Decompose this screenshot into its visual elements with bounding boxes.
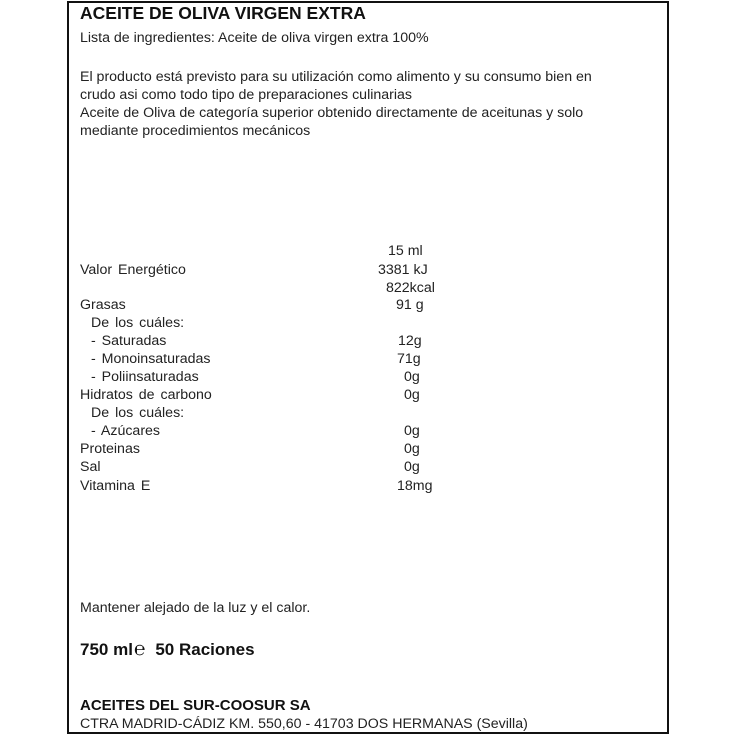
nutrition-label-sugars: - Azúcares [91, 423, 161, 439]
manufacturer-address: CTRA MADRID-CÁDIZ KM. 550,60 - 41703 DOS HERMANAS (Sevilla) [80, 716, 528, 732]
nutrition-value-monounsaturated: 71g [397, 351, 421, 367]
nutrition-label-protein: Proteinas [80, 441, 140, 457]
nutrition-value-energy-kcal: 822kcal [386, 280, 435, 296]
product-title: ACEITE DE OLIVA VIRGEN EXTRA [80, 3, 366, 23]
nutrition-value-carbohydrates: 0g [404, 387, 420, 403]
manufacturer-name: ACEITES DEL SUR-COOSUR SA [80, 697, 311, 714]
product-label-panel [67, 1, 669, 734]
nutrition-label-fat-of-which: De los cuáles: [91, 315, 185, 331]
nutrition-column-header: 15 ml [388, 243, 423, 259]
nutrition-value-sugars: 0g [404, 423, 420, 439]
nutrition-label-monounsaturated: - Monoinsaturadas [91, 351, 211, 367]
nutrition-label-carbohydrates: Hidratos de carbono [80, 387, 212, 403]
nutrition-value-saturated: 12g [398, 333, 422, 349]
usage-line-1: El producto está previsto para su utilización como alimento y su consumo bien en [80, 69, 592, 85]
nutrition-label-polyunsaturated: - Poliinsaturadas [91, 369, 199, 385]
ingredients-list: Lista de ingredientes: Aceite de oliva virgen extra 100% [80, 30, 429, 46]
nutrition-value-energy-kj: 3381 kJ [378, 262, 428, 278]
nutrition-label-carbs-of-which: De los cuáles: [91, 405, 185, 421]
nutrition-value-protein: 0g [404, 441, 420, 457]
nutrition-label-fat: Grasas [80, 297, 126, 313]
nutrition-label-salt: Sal [80, 459, 101, 475]
category-line-1: Aceite de Oliva de categoría superior obtenido directamente de aceitunas y solo [80, 105, 584, 121]
storage-instructions: Mantener alejado de la luz y el calor. [80, 600, 311, 616]
net-quantity [80, 640, 255, 659]
nutrition-value-polyunsaturated: 0g [404, 369, 420, 385]
nutrition-value-vitamin-e: 18mg [397, 478, 433, 494]
usage-line-2: crudo asi como todo tipo de preparaciones culinarias [80, 87, 413, 103]
nutrition-label-vitamin-e: Vitamina E [80, 478, 151, 494]
nutrition-value-fat: 91 g [396, 297, 424, 313]
estimated-sign-icon: ℮ [133, 639, 146, 660]
category-line-2: mediante procedimientos mecánicos [80, 123, 311, 139]
servings-count: 50 Raciones [155, 640, 255, 659]
net-volume: 750 ml [80, 640, 133, 659]
nutrition-value-salt: 0g [404, 459, 420, 475]
nutrition-label-energy: Valor Energético [80, 262, 186, 278]
nutrition-label-saturated: - Saturadas [91, 333, 167, 349]
